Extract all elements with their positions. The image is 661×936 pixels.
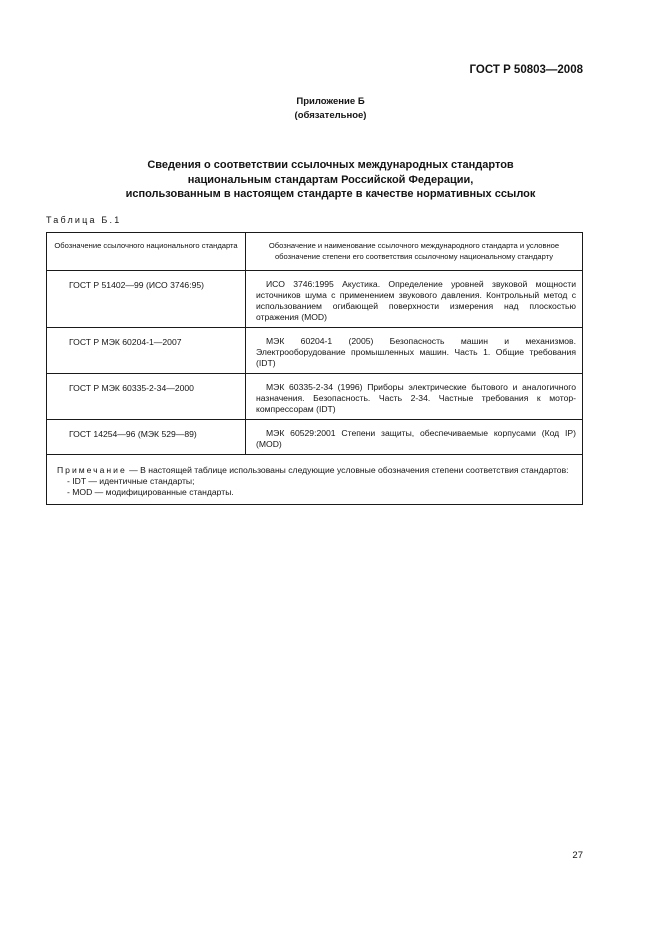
table-note-row: [47, 455, 583, 505]
note-text: — В настоящей таблице использованы следующие условные обозначения степени соответствия стандартов:: [126, 465, 569, 475]
references-table: [46, 232, 583, 505]
table-row: [47, 328, 583, 374]
title-line-2: национальным стандартам Российской Федерации,: [187, 173, 474, 186]
table-row: [47, 374, 583, 420]
table-header-row: [47, 233, 583, 271]
document-code: ГОСТ Р 50803—2008: [469, 64, 583, 76]
international-standard-cell: ИСО 3746:1995 Акустика. Определение уровней звуковой мощности источников шума с применением звукового давления. Контрольный метод с использованием огибающей поверхности измерения над плоскостью отражения (MOD): [246, 271, 583, 328]
note-item-mod: - MOD — модифицированные стандарты.: [67, 487, 234, 497]
note-label: Примечание: [57, 465, 127, 475]
annex-heading: [0, 95, 661, 122]
national-standard-cell: ГОСТ Р МЭК 60204-1—2007: [47, 328, 246, 374]
title-line-3: использованным в настоящем стандарте в качестве нормативных ссылок: [125, 188, 536, 200]
table-caption: Таблица Б.1: [46, 215, 122, 225]
title-line-1: Сведения о соответствии ссылочных международных стандартов: [147, 159, 514, 171]
international-standard-cell: МЭК 60529:2001 Степени защиты, обеспечиваемые корпусами (Код IP) (MOD): [246, 420, 583, 455]
note-item-idt: - IDT — идентичные стандарты;: [67, 476, 195, 486]
table-row: [47, 420, 583, 455]
table-note: [47, 455, 583, 505]
header-national-standard: Обозначение ссылочного национального стандарта: [47, 233, 246, 271]
national-standard-cell: ГОСТ 14254—96 (МЭК 529—89): [47, 420, 246, 455]
national-standard-cell: ГОСТ Р МЭК 60335-2-34—2000: [47, 374, 246, 420]
header-international-standard: Обозначение и наименование ссылочного международного стандарта и условное обозначение степени его соответствия ссылочному национальному стандарту: [246, 233, 583, 271]
page-number: 27: [572, 850, 583, 861]
annex-title: Приложение Б: [296, 96, 365, 107]
note-paragraph: [57, 465, 576, 476]
table-row: [47, 271, 583, 328]
section-title: [0, 158, 661, 202]
international-standard-cell: МЭК 60335-2-34 (1996) Приборы электрические бытового и аналогичного назначения. Безопасность. Часть 2-34. Частные требования к мотор-компрессорам (IDT): [246, 374, 583, 420]
national-standard-cell: ГОСТ Р 51402—99 (ИСО 3746:95): [47, 271, 246, 328]
international-standard-cell: МЭК 60204-1 (2005) Безопасность машин и механизмов. Электрооборудование промышленных машин. Часть 1. Общие требования (IDT): [246, 328, 583, 374]
annex-status: (обязательное): [294, 109, 367, 121]
